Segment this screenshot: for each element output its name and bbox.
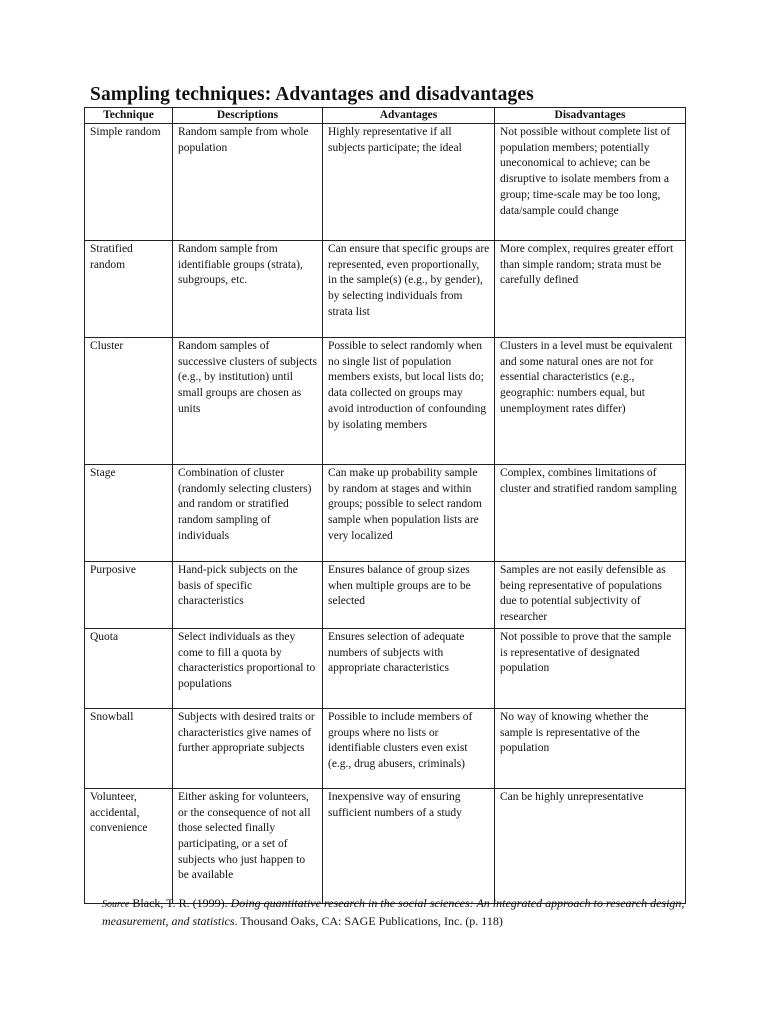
table-row <box>85 241 686 338</box>
description-cell: Subjects with desired traits or characteristics give names of further appropriate subjects <box>173 708 323 788</box>
column-header-advantages: Advantages <box>323 108 495 124</box>
table-row <box>85 124 686 241</box>
advantages-cell: Can make up probability sample by random at stages and within groups; possible to select random sample when population lists are very localized <box>323 465 495 562</box>
technique-cell: Cluster <box>85 338 173 465</box>
source-publisher: . Thousand Oaks, CA: SAGE Publications, Inc. (p. 118) <box>234 914 503 928</box>
advantages-cell: Ensures selection of adequate numbers of subjects with appropriate characteristics <box>323 628 495 708</box>
advantages-cell: Possible to select randomly when no single list of population members exists, but local lists do; data collected on groups may avoid introduction of confounding by isolating members <box>323 338 495 465</box>
technique-cell: Volunteer, accidental, convenience <box>85 788 173 903</box>
advantages-cell: Highly representative if all subjects participate; the ideal <box>323 124 495 241</box>
column-header-technique: Technique <box>85 108 173 124</box>
disadvantages-cell: Samples are not easily defensible as being representative of populations due to potential subjectivity of researcher <box>495 562 686 629</box>
description-cell: Random sample from identifiable groups (strata), subgroups, etc. <box>173 241 323 338</box>
source-author: Black, T. R. (1999). <box>132 896 228 910</box>
technique-cell: Quota <box>85 628 173 708</box>
table-row <box>85 338 686 465</box>
disadvantages-cell: Not possible without complete list of population members; potentially uneconomical to achieve; can be disruptive to isolate members from a group; time-scale may be too long, data/sample could change <box>495 124 686 241</box>
disadvantages-cell: Can be highly unrepresentative <box>495 788 686 903</box>
technique-cell: Stage <box>85 465 173 562</box>
disadvantages-cell: No way of knowing whether the sample is representative of the population <box>495 708 686 788</box>
description-cell: Hand-pick subjects on the basis of specific characteristics <box>173 562 323 629</box>
description-cell: Random sample from whole population <box>173 124 323 241</box>
disadvantages-cell: Clusters in a level must be equivalent and some natural ones are not for essential characteristics (e.g., geographic: numbers equal, but unemployment rates differ) <box>495 338 686 465</box>
description-cell: Select individuals as they come to fill a quota by characteristics proportional to populations <box>173 628 323 708</box>
technique-cell: Snowball <box>85 708 173 788</box>
advantages-cell: Can ensure that specific groups are represented, even proportionally, in the sample(s) (e.g., by gender), by selecting individuals from strata list <box>323 241 495 338</box>
advantages-cell: Possible to include members of groups where no lists or identifiable clusters even exist (e.g., drug abusers, criminals) <box>323 708 495 788</box>
table-row <box>85 465 686 562</box>
page-title: Sampling techniques: Advantages and disadvantages <box>90 84 534 105</box>
description-cell: Either asking for volunteers, or the consequence of not all those selected finally participating, or a set of subjects who just happen to be available <box>173 788 323 903</box>
technique-cell: Stratified random <box>85 241 173 338</box>
column-header-disadvantages: Disadvantages <box>495 108 686 124</box>
column-header-descriptions: Descriptions <box>173 108 323 124</box>
description-cell: Random samples of successive clusters of subjects (e.g., by institution) until small groups are chosen as units <box>173 338 323 465</box>
table-row <box>85 708 686 788</box>
table-row <box>85 562 686 629</box>
table-row <box>85 788 686 903</box>
table-header-row <box>85 108 686 124</box>
description-cell: Combination of cluster (randomly selecting clusters) and random or stratified random sampling of individuals <box>173 465 323 562</box>
advantages-cell: Inexpensive way of ensuring sufficient numbers of a study <box>323 788 495 903</box>
sampling-techniques-table <box>84 107 686 904</box>
source-title: Doing quantitative research in the social sciences: An integrated approach to research design, measurement, and statistics <box>102 896 685 928</box>
source-label: Source <box>102 899 130 910</box>
table-row <box>85 628 686 708</box>
advantages-cell: Ensures balance of group sizes when multiple groups are to be selected <box>323 562 495 629</box>
technique-cell: Simple random <box>85 124 173 241</box>
source-citation <box>102 895 687 930</box>
disadvantages-cell: More complex, requires greater effort than simple random; strata must be carefully defined <box>495 241 686 338</box>
disadvantages-cell: Not possible to prove that the sample is representative of designated population <box>495 628 686 708</box>
disadvantages-cell: Complex, combines limitations of cluster and stratified random sampling <box>495 465 686 562</box>
technique-cell: Purposive <box>85 562 173 629</box>
